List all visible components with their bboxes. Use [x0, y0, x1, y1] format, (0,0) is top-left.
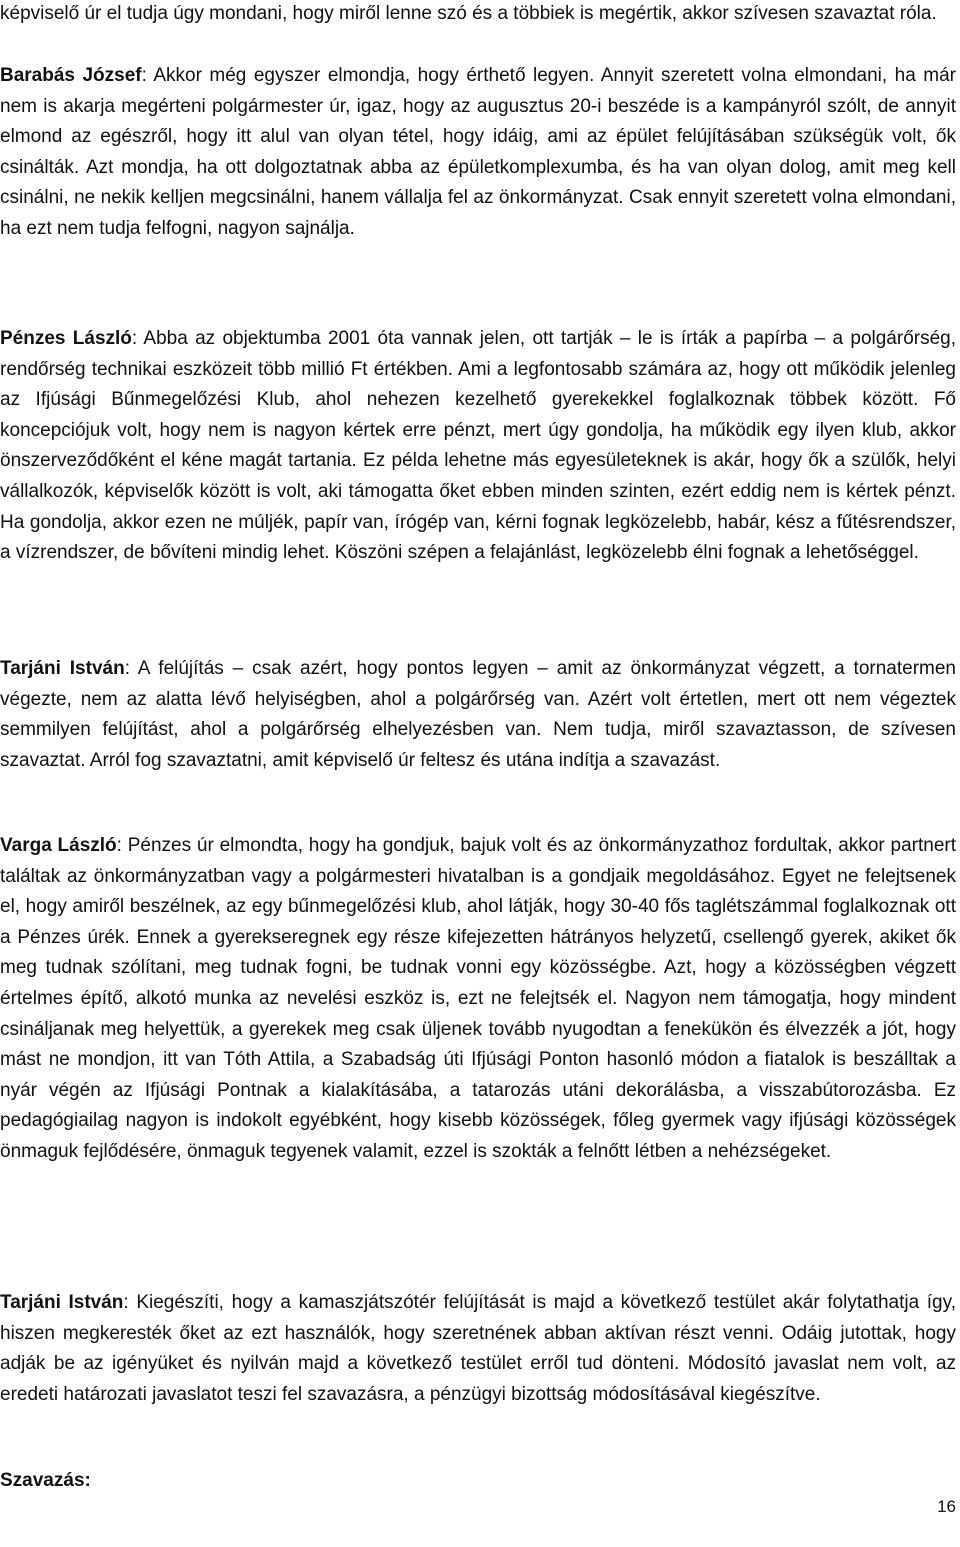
- paragraph-text: Pénzes úr elmondta, hogy ha gondjuk, bajuk volt és az önkormányzathoz fordultak, akkor partnert találtak az önkormányzatban vagy a polgármesteri hivatalban is a gondjaik megoldásához. Egyet ne felejtsenek el, hogy amiről beszélnek, az egy bűnmegelőzési klub, ahol látják, hogy 30-40 fős taglétszámmal foglalkoznak ott a Pénzes úrék. Ennek a gyerekseregnek egy része kifejezetten hátrányos helyzetű, csellengő gyerek, akiket ők meg tudnak szólítani, meg tudnak fogni, be tudnak vonni egy közösségbe. Azt, hogy a közösségben végzett értelmes építő, alkotó munka az nevelési eszköz is, ezt ne felejtsék el. Nagyon nem támogatja, hogy mindent csináljanak meg helyettük, a gyerekek meg csak üljenek tovább nyugodtan a fenekükön és élvezzék a jót, hogy mást ne mondjon, itt van Tóth Attila, a Szabadság úti Ifjúsági Ponton hasonló módon a fiatalok is beszálltak a nyár végén az Ifjúsági Pontnak a kialakításába, a tatarozás utáni dekorálásba, a visszabútorozásba. Ez pedagógiailag nagyon is indokolt egyébként, hogy kisebb közösségek, főleg gyermek vagy ifjúsági közösségek önmaguk fejlődésére, önmaguk tegyenek valamit, ezzel is szokták a felnőtt létben a nehézségeket.: [0, 835, 956, 1162]
- page-number: 16: [937, 1497, 956, 1516]
- paragraph-tarjani-1: [0, 654, 956, 776]
- speaker-name: Barabás József: [0, 65, 142, 86]
- paragraph-barabas: [0, 61, 956, 245]
- paragraph-penzes: [0, 324, 956, 569]
- paragraph-text: Kiegészíti, hogy a kamaszjátszótér felújítását is majd a következő testület akár folytathatja így, hiszen megkeresték őket az ezt használók, hogy szeretnének abban aktívan részt venni. Odáig jutottak, hogy adják be az igényüket és nyilván majd a következő testület erről tud dönteni. Módosító javaslat nem volt, az eredeti határozati javaslatot teszi fel szavazásra, a pénzügyi bizottság módosításával kiegészítve.: [0, 1292, 956, 1405]
- paragraph-continuation: [0, 0, 956, 30]
- speaker-colon: :: [116, 835, 122, 856]
- paragraph-text: Akkor még egyszer elmondja, hogy érthető legyen. Annyit szeretett volna elmondani, ha már nem is akarja megérteni polgármester úr, igaz, hogy az augusztus 20-i beszéde is a kampányról szólt, de annyit elmond az egészről, hogy itt alul van olyan tétel, hogy idáig, ami az épület felújításában szükségük volt, ők csinálták. Azt mondja, ha ott dolgoztatnak abba az épületkomplexumba, és ha van olyan dolog, amit meg kell csinálni, ne nekik kelljen megcsinálni, hanem vállalja fel az önkormányzat. Csak ennyit szeretett volna elmondani, ha ezt nem tudja felfogni, nagyon sajnálja.: [0, 65, 957, 239]
- speaker-colon: :: [131, 328, 138, 349]
- speaker-name: Varga László: [0, 835, 117, 856]
- speaker-name: Pénzes László: [0, 328, 132, 349]
- speaker-name: Tarjáni István: [0, 1292, 124, 1313]
- paragraph-varga: [0, 831, 956, 1168]
- speaker-colon: :: [123, 1292, 129, 1313]
- speaker-colon: :: [124, 658, 130, 679]
- voting-label: Szavazás:: [0, 1470, 91, 1491]
- paragraph-text: Abba az objektumba 2001 óta vannak jelen, ott tartják – le is írták a papírba – a polgárőrség, rendőrség technikai eszközeit több millió Ft értékben. Ami a legfontosabb számára az, hogy ott működik jelenleg az Ifjúsági Bűnmegelőzési Klub, ahol nehezen kezelhető gyerekekkel foglalkoznak többek között. Fő koncepciójuk volt, hogy nem is nagyon kértek erre pénzt, mert úgy gondolja, ha működik egy ilyen klub, akkor önszerveződőként el kéne magát tartania. Ez példa lehetne más egyesületeknek is akár, hogy ők a szülők, helyi vállalkozók, képviselők között is volt, aki támogatta őket ebben minden szinten, ezért eddig nem is kértek pénzt. Ha gondolja, akkor ezen ne múljék, papír van, írógép van, kérni fognak legközelebb, habár, kész a fűtésrendszer, a vízrendszer, de bővíteni mindig lehet. Köszöni szépen a felajánlást, legközelebb élni fognak a lehetőséggel.: [0, 328, 957, 564]
- paragraph-text: képviselő úr el tudja úgy mondani, hogy miről lenne szó és a többiek is megértik, akkor szívesen szavaztat róla.: [0, 3, 937, 24]
- voting-heading: [0, 1466, 956, 1497]
- speaker-name: Tarjáni István: [0, 658, 125, 679]
- paragraph-tarjani-2: [0, 1288, 956, 1410]
- paragraph-text: A felújítás – csak azért, hogy pontos legyen – amit az önkormányzat végzett, a tornatermen végezte, nem az alatta lévő helyiségben, ahol a polgárőrség van. Azért volt értetlen, mert ott nem végeztek semmilyen felújítást, ahol a polgárőrség elhelyezésben van. Nem tudja, miről szavaztasson, de szívesen szavaztat. Arról fog szavaztatni, amit képviselő úr feltesz és utána indítja a szavazást.: [0, 658, 956, 771]
- speaker-colon: :: [141, 65, 147, 86]
